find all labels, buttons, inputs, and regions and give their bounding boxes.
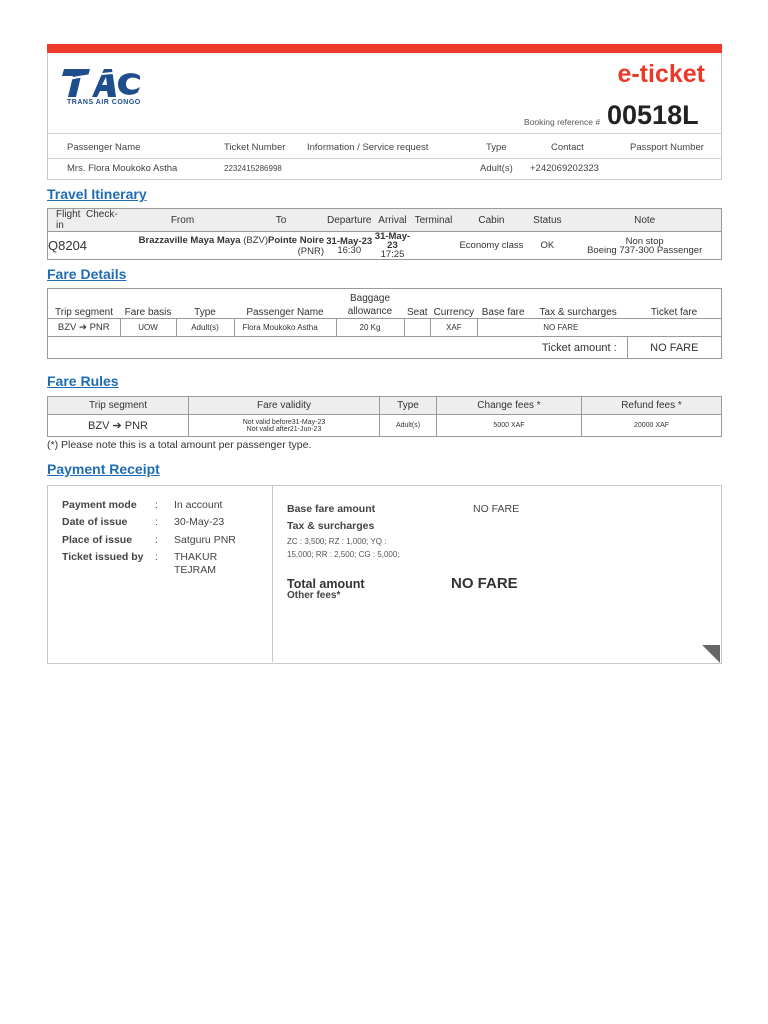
change-fees: 5000 XAF <box>437 415 582 437</box>
colon: : <box>155 534 158 546</box>
col-fare-basis: Fare basis <box>120 289 176 319</box>
col-passenger-name: Passenger Name <box>67 142 141 153</box>
table-header-row <box>48 209 722 232</box>
divider <box>48 158 721 159</box>
place-of-issue-label: Place of issue <box>62 534 133 546</box>
note-stops: Non stop <box>625 235 664 247</box>
fare-rules-footnote: (*) Please note this is a total amount per passenger type. <box>47 439 312 451</box>
col-cabin: Cabin <box>456 209 526 232</box>
col-type: Type <box>486 142 507 153</box>
col-passenger-name: Passenger Name <box>234 289 336 319</box>
col-currency: Currency <box>431 289 478 319</box>
base-fare-label: Base fare amount <box>287 503 376 515</box>
fare-details-table <box>47 288 722 359</box>
other-fees-label: Other fees* <box>287 590 341 601</box>
col-type: Type <box>176 289 234 319</box>
base-fare-value: NO FARE <box>473 503 520 515</box>
col-seat: Seat <box>404 289 431 319</box>
payment-box <box>47 485 722 664</box>
tax-label: Tax & surcharges <box>287 520 375 532</box>
from-airport: Brazzaville Maya Maya <box>138 234 241 246</box>
col-contact: Contact <box>551 142 584 153</box>
col-ticket-number: Ticket Number <box>224 142 286 153</box>
contact-number: +242069202323 <box>530 163 599 174</box>
col-arrival: Arrival <box>374 209 410 232</box>
col-terminal: Terminal <box>410 209 456 232</box>
to-airport: Pointe Noire <box>268 234 324 246</box>
issued-by-label: Ticket issued by <box>62 551 144 563</box>
note-aircraft: Boeing 737-300 Passenger <box>587 244 703 256</box>
col-note: Note <box>568 209 721 232</box>
arrival-date: 31-May-23 <box>374 231 411 251</box>
tax-breakdown-line2: 15,000; RR : 2,500; CG : 5,000; <box>287 550 400 559</box>
col-ticket-fare: Ticket fare <box>627 289 721 319</box>
departure-time: 16:30 <box>337 244 362 256</box>
seat <box>404 319 431 337</box>
col-status: Status <box>526 209 568 232</box>
departure-date: 31-May-23 <box>326 235 373 247</box>
col-from: From <box>127 209 238 232</box>
document-title: e-ticket <box>617 60 705 88</box>
colon: : <box>155 516 158 528</box>
page-curl-fold <box>702 645 720 663</box>
col-type: Type <box>380 397 437 415</box>
payment-mode-value: In account <box>174 499 223 511</box>
passenger-type: Adult(s) <box>176 319 234 337</box>
section-fare-rules: Fare Rules <box>47 373 119 389</box>
col-refund-fees: Refund fees * <box>582 397 722 415</box>
passenger-name: Mrs. Flora Moukoko Astha <box>67 163 178 174</box>
col-change-fees: Change fees * <box>437 397 582 415</box>
col-check-in: Check-in <box>56 209 118 231</box>
ticket-amount-row <box>48 337 722 359</box>
itinerary-table <box>47 208 722 260</box>
col-base-fare: Base fare <box>477 289 529 319</box>
col-information: Information / Service request <box>307 142 429 153</box>
passenger-type: Adult(s) <box>480 163 513 174</box>
col-tax: Tax & surcharges <box>529 289 627 319</box>
place-of-issue-value: Satguru PNR <box>174 534 236 546</box>
top-accent-bar <box>47 44 722 53</box>
validity-start: Not valid before31-May-23 <box>242 418 326 426</box>
table-header-row <box>48 397 722 415</box>
flight-number: Q8204 <box>48 232 128 260</box>
table-row <box>48 232 722 260</box>
issued-by-value: THAKUR TEJRAM <box>174 551 218 576</box>
col-fare-validity: Fare validity <box>189 397 380 415</box>
passenger-type: Adult(s) <box>380 415 437 437</box>
table-row <box>48 319 722 337</box>
tax-breakdown-line1: ZC : 3,500; RZ : 1,000; YQ : <box>287 537 387 546</box>
baggage-allowance: 20 Kg <box>336 319 404 337</box>
status-badge: OK <box>526 232 568 260</box>
col-to: To <box>238 209 324 232</box>
tac-logo <box>60 67 142 99</box>
col-trip-segment: Trip segment <box>48 289 121 319</box>
trip-segment: BZV ➔ PNR <box>48 415 189 437</box>
divider <box>48 133 721 134</box>
table-header-row <box>48 289 722 319</box>
total-amount-value: NO FARE <box>451 575 518 592</box>
currency: XAF <box>431 319 478 337</box>
fare-amount: NO FARE <box>477 319 721 337</box>
fare-rules-table <box>47 396 722 437</box>
ticket-amount: NO FARE <box>627 337 721 359</box>
colon: : <box>155 551 158 563</box>
section-fare-details: Fare Details <box>47 266 127 282</box>
section-payment-receipt: Payment Receipt <box>47 461 160 477</box>
arrival-time: 17:25 <box>380 249 405 260</box>
payment-mode-label: Payment mode <box>62 499 137 511</box>
ticket-amount-label: Ticket amount : <box>48 337 628 359</box>
col-passport: Passport Number <box>630 142 704 153</box>
colon: : <box>155 499 158 511</box>
fare-basis: UOW <box>120 319 176 337</box>
from-code: (BZV) <box>243 234 269 246</box>
date-of-issue-label: Date of issue <box>62 516 128 528</box>
col-departure: Departure <box>324 209 374 232</box>
col-flight: Flight <box>56 209 81 220</box>
table-row <box>48 415 722 437</box>
terminal <box>410 232 456 260</box>
section-travel-itinerary: Travel Itinerary <box>47 186 147 202</box>
cabin-class: Economy class <box>456 232 526 260</box>
date-of-issue-value: 30-May-23 <box>174 516 225 528</box>
ticket-number: 2232415286998 <box>224 164 282 173</box>
total-amount-label: Total amount <box>287 577 365 591</box>
col-baggage: Baggage allowance <box>336 289 404 319</box>
passenger-name: Flora Moukoko Astha <box>234 319 336 337</box>
col-trip-segment: Trip segment <box>48 397 189 415</box>
to-code: (PNR) <box>297 245 324 257</box>
logo-subtitle: TRANS AIR CONGO <box>67 99 141 106</box>
divider <box>272 486 273 662</box>
trip-segment: BZV ➔ PNR <box>48 319 121 337</box>
booking-reference: 00518L <box>607 100 699 130</box>
booking-reference-label: Booking reference # <box>524 117 601 127</box>
refund-fees: 20000 XAF <box>582 415 722 437</box>
validity-end: Not valid after21-Jun-23 <box>246 425 322 433</box>
